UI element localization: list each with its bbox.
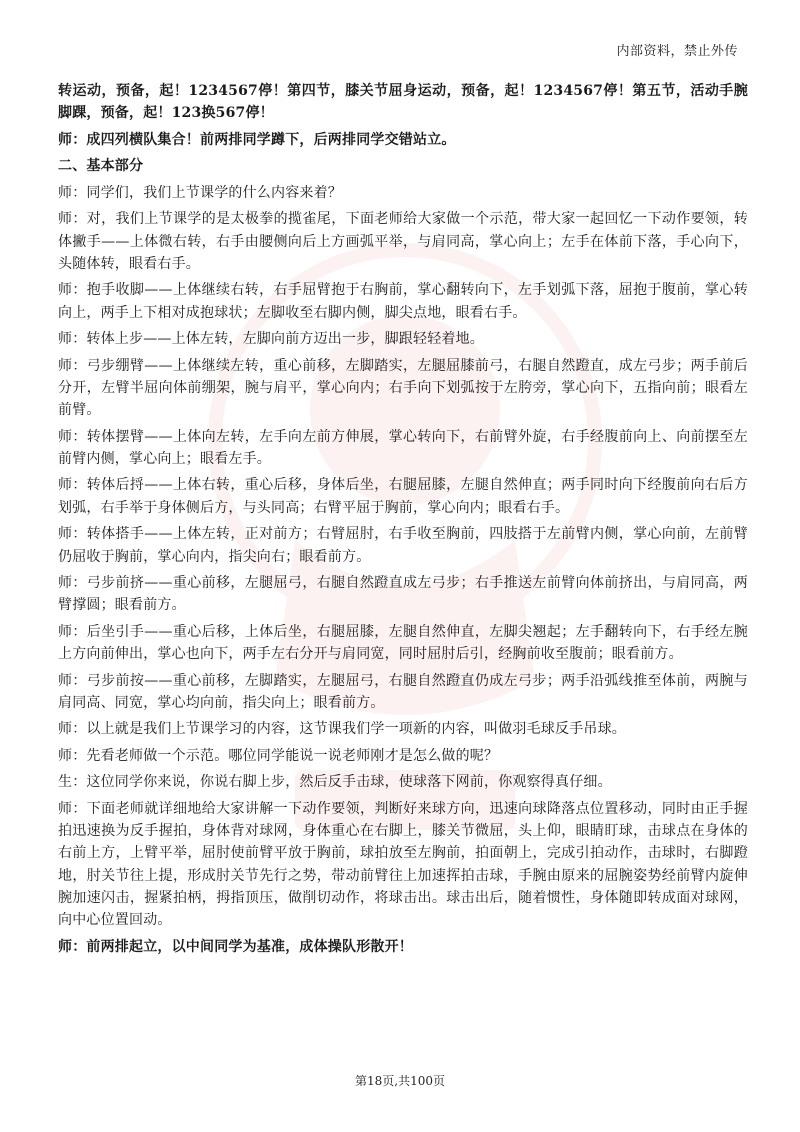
paragraph: 师：对，我们上节课学的是太极拳的揽雀尾，下面老师给大家做一个示范，带大家一起回忆一下动作要领，转体撇手——上体微右转，右手由腰侧向后上方画弧平举，与肩同高，掌心向上；左手在体前下落，手心向下，头随体转，眼看右手。 — [58, 211, 748, 272]
paragraph: 师：后坐引手——重心后移，上体后坐，右腿屈膝，左腿自然伸直，左脚尖翘起；左手翻转向下，右手经左腕上方向前伸出，掌心也向下，两手左右分开与肩同宽，同时屈肘后引，经胸前收至腹前；眼看前方。 — [58, 623, 748, 663]
paragraph: 师：弓步绷臂——上体继续左转，重心前移，左脚踏实，左腿屈膝前弓，右腿自然蹬直，成左弓步；两手前后分开，左臂半屈向体前绷架，腕与肩平，掌心向内；右手向下划弧按于左胯旁，掌心向下，五指向前；眼看左前臂。 — [58, 357, 748, 419]
lesson-content — [58, 80, 748, 962]
paragraph: 师：以上就是我们上节课学习的内容，这节课我们学一项新的内容，叫做羽毛球反手吊球。 — [58, 721, 626, 738]
paragraph: 师：弓步前按——重心前移，左脚踏实，左腿屈弓，右腿自然蹬直仍成左弓步；两手沿弧线推至体前，两腕与肩同高、同宽，掌心均向前，指尖向上；眼看前方。 — [58, 672, 748, 711]
paragraph: 师：先看老师做一个示范。哪位同学能说一说老师刚才是怎么做的呢？ — [58, 747, 499, 764]
paragraph: 师：弓步前挤——重心前移，左腿屈弓，右腿自然蹬直成左弓步；右手推送左前臂向体前挤出，与肩同高，两臂撑圆；眼看前方。 — [58, 575, 748, 614]
paragraph: 师：转体上步——上体左转，左脚向前方迈出一步，脚跟轻轻着地。 — [58, 331, 484, 348]
paragraph: 师：下面老师就详细地给大家讲解一下动作要领，判断好来球方向，迅速向球降落点位置移动，同时由正手握拍迅速换为反手握拍，身体背对球网，身体重心在右脚上，膝关节微屈，头上仰，眼睛盯球，击球点在身体的右前上方，上臂平举，屈肘使前臂平放于胸前，球拍放至左胸前，拍面朝上，完成引拍动作，击球时，右脚蹬地，肘关节往上提，形成肘关节先行之势，带动前臂往上加速挥拍击球，手腕由原来的屈腕姿势经前臂内旋伸腕加速闪击，握紧拍柄，拇指顶压，做削切动作，将球击出。球击出后，随着惯性，身体随即转成面对球网，向中心位置回动。 — [58, 800, 748, 929]
paragraph: 生：这位同学你来说，你说右脚上步，然后反手击球，使球落下网前，你观察得真仔细。 — [58, 774, 612, 791]
paragraph: 师：抱手收脚——上体继续右转，右手屈臂抱于右胸前，掌心翻转向下，左手划弧下落，屈抱于腹前，掌心转向上，两手上下相对成抱球状；左脚收至右脚内侧，脚尖点地，眼看右手。 — [58, 282, 748, 321]
page-number: 第18页,共100页 — [355, 1074, 445, 1088]
paragraph: 师：转体后捋——上体右转，重心后移，身体后坐，右腿屈膝，左腿自然伸直；两手同时向下经腹前向右后方划弧，右手举于身体侧后方，与头同高；右臂平屈于胸前，掌心向内；眼看右手。 — [58, 477, 748, 516]
paragraph: 师：同学们，我们上节课学的什么内容来着？ — [58, 184, 342, 201]
confidential-notice: 内部资料，禁止外传 — [616, 44, 738, 59]
section-heading: 二、基本部分 — [58, 158, 144, 175]
paragraph: 师：成四列横队集合！前两排同学蹲下，后两排同学交错站立。 — [58, 131, 456, 148]
paragraph: 转运动，预备，起！1234567停！第四节，膝关节屈身运动，预备，起！1234567停！第五节，活动手腕脚踝，预备，起！123换567停！ — [58, 83, 748, 122]
paragraph: 师：转体摆臂——上体向左转，左手向左前方伸展，掌心转向下，右前臂外旋，右手经腹前向上、向前摆至左前臂内侧，掌心向上；眼看左手。 — [58, 428, 748, 467]
paragraph: 师：前两排起立，以中间同学为基准，成体操队形散开！ — [58, 938, 413, 955]
paragraph: 师：转体搭手——上体左转，正对前方；右臂屈肘，右手收至胸前，四肢搭于左前臂内侧，掌心向前，左前臂仍屈收于胸前，掌心向内，指尖向右；眼看前方。 — [58, 526, 748, 565]
